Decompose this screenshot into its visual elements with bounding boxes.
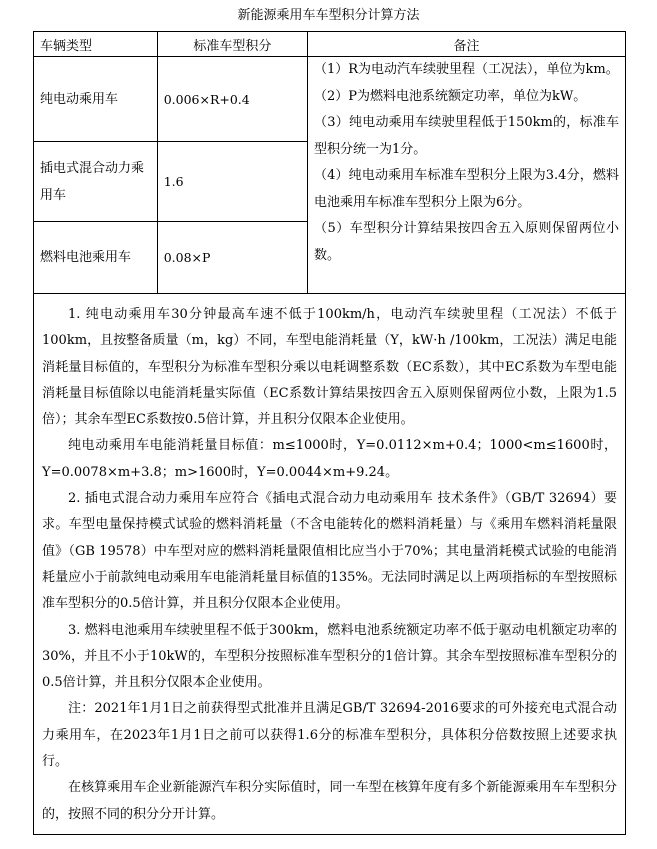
document-title: 新能源乘用车车型积分计算方法: [237, 8, 420, 23]
points-table: [33, 31, 626, 835]
formula-bev: 0.006×R+0.4: [157, 57, 307, 142]
remarks-cell: [308, 57, 626, 294]
remark-item: （5）车型积分计算结果按四舍五入原则保留两位小数。: [314, 221, 619, 263]
note-paragraph-bev-targets: 纯电动乘用车电能消耗量目标值：m≤1000时，Y=0.0112×m+0.4；1000<m≤1600时，Y=0.0078×m+3.8；m>1600时，Y=0.0044×m+9.24。: [42, 438, 617, 480]
formula-fcev: 0.08×P: [157, 222, 307, 294]
note-paragraph-remark: 注：2021年1月1日之前获得型式批准并且满足GB/T 32694-2016要求的可外接充电式混合动力乘用车，在2023年1月1日之前可以获得1.6分的标准车型积分，具体积分倍数按照上述要求执行。: [42, 701, 617, 770]
table-row: [34, 57, 626, 142]
note-paragraph-fcev: 3. 燃料电池乘用车续驶里程不低于300km，燃料电池系统额定功率不低于驱动电机额定功率的30%，并且不小于10kW的，车型积分按照标准车型积分的1倍计算。其余车型按照标准车型积分的0.5倍计算，并且积分仅限本企业使用。: [42, 622, 617, 691]
header-standard-points: 标准车型积分: [157, 32, 307, 57]
note-paragraph-phev: 2. 插电式混合动力乘用车应符合《插电式混合动力电动乘用车 技术条件》（GB/T 32694）要求。车型电量保持模式试验的燃料消耗量（不含电能转化的燃料消耗量）与《乘用车燃料消耗量限值》（GB 19578）中车型对应的燃料消耗量限值相比应当小于70%；其电量消耗模式试验的电能消耗量应小于前款纯电动乘用车电能消耗量目标值的135%。无法同时满足以上两项指标的车型按照标准车型积分的0.5倍计算，并且积分仅限本企业使用。: [42, 491, 617, 612]
remark-item: （4）纯电动乘用车标准车型积分上限为3.4分，燃料电池乘用车标准车型积分上限为6分。: [314, 168, 619, 210]
vehicle-type-phev: 插电式混合动力乘用车: [34, 142, 158, 222]
remark-item: （3）纯电动乘用车续驶里程低于150km的，标准车型积分统一为1分。: [314, 115, 619, 157]
note-paragraph-accounting: 在核算乘用车企业新能源汽车积分实际值时，同一车型在核算年度有多个新能源乘用车车型积分的，按照不同的积分分开计算。: [42, 780, 617, 822]
note-paragraph-bev: 1. 纯电动乘用车30分钟最高车速不低于100km/h，电动汽车续驶里程（工况法）不低于100km，且按整备质量（m，kg）不同，车型电能消耗量（Y，kW·h /100km，工况法）满足电能消耗量目标值的，车型积分为标准车型积分乘以电耗调整系数（EC系数），其中EC系数为车型电能消耗量目标值除以电能消耗量实际值（EC系数计算结果按四舍五入原则保留两位小数，上限为1.5倍）；其余车型EC系数按0.5倍计算，并且积分仅限本企业使用。: [42, 307, 617, 428]
remark-item: （2）P为燃料电池系统额定功率，单位为kW。: [314, 88, 587, 104]
notes-cell: [34, 294, 626, 835]
header-remarks: 备注: [308, 32, 626, 57]
vehicle-type-bev: 纯电动乘用车: [34, 57, 158, 142]
formula-phev: 1.6: [157, 142, 307, 222]
header-vehicle-type: 车辆类型: [34, 32, 158, 57]
table-header-row: [34, 32, 626, 57]
remark-item: （1）R为电动汽车续驶里程（工况法），单位为km。: [314, 62, 619, 77]
notes-row: [34, 294, 626, 835]
vehicle-type-fcev: 燃料电池乘用车: [34, 222, 158, 294]
